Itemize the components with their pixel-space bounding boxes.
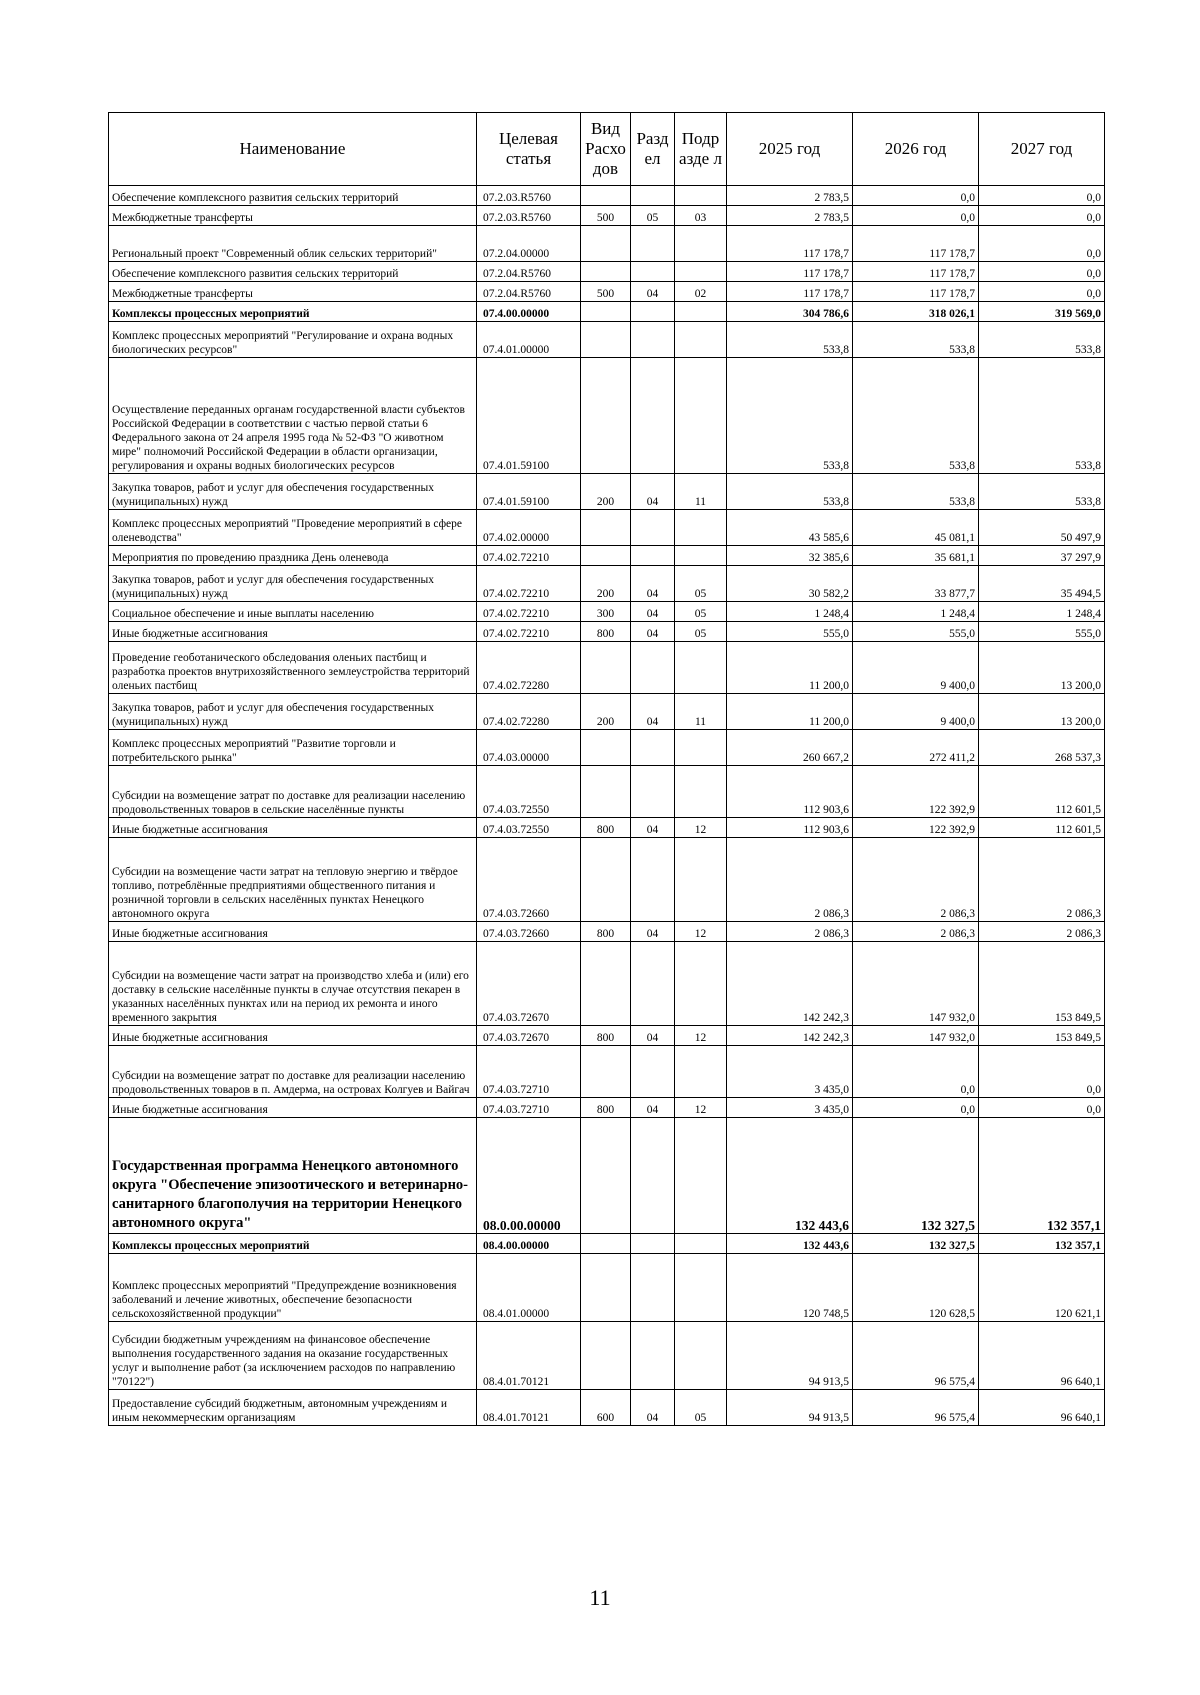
cell-2026: 117 178,7 [853,282,979,302]
cell-2026: 117 178,7 [853,262,979,282]
cell-2026: 120 628,5 [853,1254,979,1322]
cell-podr [675,838,727,922]
cell-vid: 800 [581,818,631,838]
cell-podr: 12 [675,1026,727,1046]
cell-vid: 800 [581,922,631,942]
cell-razd [631,642,675,694]
cell-name: Иные бюджетные ассигнования [109,622,477,642]
cell-target: 07.4.03.72670 [477,1026,581,1046]
table-row [109,838,1105,922]
table-row [109,1254,1105,1322]
cell-name: Субсидии бюджетным учреждениям на финансовое обеспечение выполнения государственного задания на оказание государственных услуг и выполнение работ (за исключением расходов по направлению "70122") [109,1322,477,1390]
cell-2025: 533,8 [727,358,853,474]
cell-razd: 04 [631,694,675,730]
cell-vid [581,510,631,546]
cell-vid: 800 [581,622,631,642]
cell-2027: 132 357,1 [979,1234,1105,1254]
cell-name: Субсидии на возмещение затрат по доставке для реализации населению продовольственных товаров в сельские населённые пункты [109,766,477,818]
header-name: Наименование [109,113,477,186]
cell-vid: 200 [581,474,631,510]
budget-table [108,112,1105,1426]
cell-2027: 50 497,9 [979,510,1105,546]
table-row [109,1234,1105,1254]
cell-vid [581,322,631,358]
cell-vid [581,1118,631,1234]
cell-razd [631,226,675,262]
cell-name: Закупка товаров, работ и услуг для обеспечения государственных (муниципальных) нужд [109,694,477,730]
cell-2027: 533,8 [979,474,1105,510]
cell-name: Субсидии на возмещение части затрат на тепловую энергию и твёрдое топливо, потреблённые предприятиями общественного питания и розничной торговли в сельских населённых пунктах Ненецкого автономного округа [109,838,477,922]
cell-razd [631,262,675,282]
cell-podr [675,510,727,546]
table-row [109,1098,1105,1118]
cell-2026: 96 575,4 [853,1390,979,1426]
table-row [109,622,1105,642]
cell-2025: 30 582,2 [727,566,853,602]
cell-2026: 0,0 [853,1046,979,1098]
table-row [109,262,1105,282]
cell-target: 08.4.01.70121 [477,1322,581,1390]
table-row [109,642,1105,694]
cell-razd: 04 [631,566,675,602]
table-row [109,302,1105,322]
cell-vid: 600 [581,1390,631,1426]
cell-2027: 120 621,1 [979,1254,1105,1322]
cell-name: Региональный проект "Современный облик сельских территорий" [109,226,477,262]
cell-vid [581,1322,631,1390]
cell-podr [675,322,727,358]
cell-name: Субсидии на возмещение затрат по доставке для реализации населению продовольственных товаров в п. Амдерма, на островах Колгуев и Вайгач [109,1046,477,1098]
cell-2026: 122 392,9 [853,818,979,838]
cell-2026: 533,8 [853,474,979,510]
cell-2026: 0,0 [853,1098,979,1118]
cell-target: 07.4.02.00000 [477,510,581,546]
cell-2026: 117 178,7 [853,226,979,262]
cell-razd: 04 [631,1390,675,1426]
table-row [109,1118,1105,1234]
cell-2027: 153 849,5 [979,942,1105,1026]
cell-vid: 800 [581,1098,631,1118]
header-vid: Вид Расхо дов [581,113,631,186]
cell-target: 07.4.03.72550 [477,766,581,818]
cell-podr [675,1254,727,1322]
table-row [109,510,1105,546]
cell-2025: 142 242,3 [727,942,853,1026]
cell-target: 07.4.03.72550 [477,818,581,838]
table-row [109,730,1105,766]
cell-podr [675,226,727,262]
cell-razd: 04 [631,1098,675,1118]
cell-name: Социальное обеспечение и иные выплаты населению [109,602,477,622]
cell-2027: 0,0 [979,186,1105,206]
cell-vid: 500 [581,282,631,302]
cell-2027: 153 849,5 [979,1026,1105,1046]
cell-target: 07.4.03.72670 [477,942,581,1026]
cell-vid [581,358,631,474]
cell-2027: 0,0 [979,206,1105,226]
cell-2027: 2 086,3 [979,922,1105,942]
cell-name: Комплекс процессных мероприятий "Развитие торговли и потребительского рынка" [109,730,477,766]
cell-2027: 319 569,0 [979,302,1105,322]
cell-podr: 03 [675,206,727,226]
cell-target: 07.2.03.R5760 [477,206,581,226]
cell-name: Государственная программа Ненецкого автономного округа "Обеспечение эпизоотического и ветеринарно-санитарного благополучия на территории Ненецкого автономного округа" [109,1118,477,1234]
cell-name: Иные бюджетные ассигнования [109,1098,477,1118]
cell-target: 07.4.02.72210 [477,546,581,566]
cell-razd [631,1254,675,1322]
cell-target: 07.4.03.72710 [477,1098,581,1118]
cell-2026: 147 932,0 [853,942,979,1026]
cell-2026: 45 081,1 [853,510,979,546]
cell-2027: 0,0 [979,226,1105,262]
cell-target: 07.4.02.72280 [477,694,581,730]
header-razd: Разд ел [631,113,675,186]
cell-podr: 05 [675,602,727,622]
cell-vid [581,302,631,322]
cell-vid [581,730,631,766]
table-row [109,694,1105,730]
cell-name: Проведение геоботанического обследования оленьих пастбищ и разработка проектов внутрихозяйственного землеустройства территорий оленьих пастбищ [109,642,477,694]
cell-razd [631,1234,675,1254]
cell-2027: 37 297,9 [979,546,1105,566]
cell-name: Закупка товаров, работ и услуг для обеспечения государственных (муниципальных) нужд [109,566,477,602]
cell-name: Комплекс процессных мероприятий "Проведение мероприятий в сфере оленеводства" [109,510,477,546]
cell-2027: 1 248,4 [979,602,1105,622]
cell-2025: 260 667,2 [727,730,853,766]
cell-razd: 05 [631,206,675,226]
table-row [109,474,1105,510]
cell-target: 07.4.02.72210 [477,602,581,622]
cell-razd [631,546,675,566]
cell-2027: 112 601,5 [979,766,1105,818]
cell-razd: 04 [631,474,675,510]
cell-target: 07.2.04.R5760 [477,262,581,282]
table-header [109,113,1105,186]
table-row [109,322,1105,358]
cell-target: 08.0.00.00000 [477,1118,581,1234]
cell-2027: 132 357,1 [979,1118,1105,1234]
cell-vid [581,262,631,282]
cell-name: Комплекс процессных мероприятий "Предупреждение возникновения заболеваний и лечение животных, обеспечение безопасности сельскохозяйственной продукции" [109,1254,477,1322]
cell-2026: 132 327,5 [853,1118,979,1234]
cell-target: 07.4.00.00000 [477,302,581,322]
cell-2025: 11 200,0 [727,642,853,694]
cell-razd [631,1046,675,1098]
cell-vid [581,1046,631,1098]
cell-podr [675,642,727,694]
cell-target: 07.4.03.00000 [477,730,581,766]
cell-2026: 272 411,2 [853,730,979,766]
cell-vid [581,1234,631,1254]
cell-podr [675,1234,727,1254]
cell-2026: 1 248,4 [853,602,979,622]
cell-vid [581,838,631,922]
cell-razd [631,186,675,206]
cell-podr: 12 [675,818,727,838]
cell-target: 07.4.03.72710 [477,1046,581,1098]
cell-2025: 117 178,7 [727,226,853,262]
cell-2027: 35 494,5 [979,566,1105,602]
cell-2026: 33 877,7 [853,566,979,602]
cell-razd [631,730,675,766]
cell-razd [631,1322,675,1390]
cell-name: Закупка товаров, работ и услуг для обеспечения государственных (муниципальных) нужд [109,474,477,510]
cell-podr: 12 [675,922,727,942]
cell-2027: 0,0 [979,282,1105,302]
cell-razd: 04 [631,818,675,838]
cell-podr: 05 [675,566,727,602]
cell-2027: 533,8 [979,358,1105,474]
cell-podr: 11 [675,474,727,510]
cell-2025: 2 086,3 [727,838,853,922]
cell-razd [631,766,675,818]
cell-razd [631,838,675,922]
cell-2025: 132 443,6 [727,1234,853,1254]
table-row [109,602,1105,622]
cell-name: Предоставление субсидий бюджетным, автономным учреждениям и иным некоммерческим организациям [109,1390,477,1426]
cell-2025: 3 435,0 [727,1098,853,1118]
cell-razd [631,942,675,1026]
cell-target: 07.4.01.59100 [477,474,581,510]
cell-podr [675,942,727,1026]
cell-2025: 533,8 [727,322,853,358]
cell-razd [631,322,675,358]
cell-target: 07.4.02.72210 [477,566,581,602]
cell-2026: 0,0 [853,186,979,206]
page-number: 11 [589,1585,611,1610]
cell-name: Мероприятия по проведению праздника День оленевода [109,546,477,566]
cell-podr [675,730,727,766]
cell-2026: 9 400,0 [853,694,979,730]
cell-2025: 304 786,6 [727,302,853,322]
table-row [109,1046,1105,1098]
cell-2025: 112 903,6 [727,818,853,838]
cell-vid: 300 [581,602,631,622]
cell-name: Обеспечение комплексного развития сельских территорий [109,186,477,206]
cell-2026: 318 026,1 [853,302,979,322]
cell-razd [631,1118,675,1234]
cell-2025: 94 913,5 [727,1322,853,1390]
table-body [109,186,1105,1426]
cell-razd [631,510,675,546]
cell-target: 07.4.02.72210 [477,622,581,642]
cell-name: Межбюджетные трансферты [109,206,477,226]
cell-target: 07.2.04.R5760 [477,282,581,302]
table-row [109,186,1105,206]
cell-razd [631,302,675,322]
cell-2025: 2 086,3 [727,922,853,942]
table-row [109,206,1105,226]
cell-2025: 43 585,6 [727,510,853,546]
cell-2026: 132 327,5 [853,1234,979,1254]
cell-vid [581,642,631,694]
cell-2025: 94 913,5 [727,1390,853,1426]
cell-name: Комплекс процессных мероприятий "Регулирование и охрана водных биологических ресурсов" [109,322,477,358]
header-2026: 2026 год [853,113,979,186]
cell-name: Осуществление переданных органам государственной власти субъектов Российской Федерации в соответствии с частью первой статьи 6 Федерального закона от 24 апреля 1995 года № 52-ФЗ "О животном мире" полномочий Российской Федерации в области организации, регулирования и охраны водных биологических ресурсов [109,358,477,474]
table-row [109,1322,1105,1390]
cell-name: Комплексы процессных мероприятий [109,1234,477,1254]
cell-razd: 04 [631,282,675,302]
cell-2027: 13 200,0 [979,694,1105,730]
cell-name: Иные бюджетные ассигнования [109,1026,477,1046]
cell-2027: 533,8 [979,322,1105,358]
header-2025: 2025 год [727,113,853,186]
cell-2025: 555,0 [727,622,853,642]
cell-vid [581,766,631,818]
cell-2025: 533,8 [727,474,853,510]
cell-razd: 04 [631,622,675,642]
cell-name: Иные бюджетные ассигнования [109,922,477,942]
cell-vid [581,546,631,566]
table-row [109,566,1105,602]
table-row [109,282,1105,302]
cell-name: Обеспечение комплексного развития сельских территорий [109,262,477,282]
cell-2027: 0,0 [979,1098,1105,1118]
cell-podr: 05 [675,622,727,642]
cell-2027: 268 537,3 [979,730,1105,766]
cell-2025: 2 783,5 [727,186,853,206]
cell-2027: 555,0 [979,622,1105,642]
cell-2026: 2 086,3 [853,922,979,942]
cell-target: 08.4.01.00000 [477,1254,581,1322]
cell-target: 07.4.01.00000 [477,322,581,358]
table-row [109,226,1105,262]
table-row [109,818,1105,838]
cell-podr: 05 [675,1390,727,1426]
table-row [109,1026,1105,1046]
cell-podr [675,1118,727,1234]
cell-2027: 96 640,1 [979,1390,1105,1426]
cell-2026: 555,0 [853,622,979,642]
cell-target: 07.4.02.72280 [477,642,581,694]
cell-2027: 0,0 [979,1046,1105,1098]
cell-podr [675,358,727,474]
cell-podr [675,766,727,818]
table-row [109,922,1105,942]
cell-vid: 800 [581,1026,631,1046]
cell-2026: 35 681,1 [853,546,979,566]
cell-razd: 04 [631,602,675,622]
cell-podr: 12 [675,1098,727,1118]
cell-podr [675,262,727,282]
cell-podr: 11 [675,694,727,730]
cell-2026: 2 086,3 [853,838,979,922]
header-podr: Подр азде л [675,113,727,186]
cell-2026: 0,0 [853,206,979,226]
cell-2026: 122 392,9 [853,766,979,818]
cell-2025: 142 242,3 [727,1026,853,1046]
cell-name: Субсидии на возмещение части затрат на производство хлеба и (или) его доставку в сельские населённые пункты в случае отсутствия пекарен в указанных населённых пунктах или на период их ремонта и иного временного закрытия [109,942,477,1026]
cell-2026: 96 575,4 [853,1322,979,1390]
cell-2027: 13 200,0 [979,642,1105,694]
table-row [109,942,1105,1026]
cell-2027: 0,0 [979,262,1105,282]
cell-2025: 117 178,7 [727,282,853,302]
cell-2025: 112 903,6 [727,766,853,818]
cell-2025: 11 200,0 [727,694,853,730]
cell-2026: 533,8 [853,322,979,358]
cell-2026: 147 932,0 [853,1026,979,1046]
cell-podr [675,186,727,206]
cell-2025: 1 248,4 [727,602,853,622]
cell-vid [581,226,631,262]
cell-vid: 500 [581,206,631,226]
cell-2025: 132 443,6 [727,1118,853,1234]
header-row [109,113,1105,186]
cell-target: 07.4.01.59100 [477,358,581,474]
header-2027: 2027 год [979,113,1105,186]
cell-2025: 32 385,6 [727,546,853,566]
cell-vid [581,1254,631,1322]
table-row [109,766,1105,818]
cell-name: Комплексы процессных мероприятий [109,302,477,322]
cell-razd: 04 [631,1026,675,1046]
cell-target: 07.4.03.72660 [477,838,581,922]
cell-2027: 112 601,5 [979,818,1105,838]
header-target: Целевая статья [477,113,581,186]
cell-2027: 2 086,3 [979,838,1105,922]
cell-target: 08.4.00.00000 [477,1234,581,1254]
cell-2026: 9 400,0 [853,642,979,694]
cell-2025: 3 435,0 [727,1046,853,1098]
cell-target: 07.2.03.R5760 [477,186,581,206]
cell-2025: 120 748,5 [727,1254,853,1322]
cell-target: 08.4.01.70121 [477,1390,581,1426]
table-row [109,358,1105,474]
cell-podr [675,1046,727,1098]
cell-razd [631,358,675,474]
table-row [109,1390,1105,1426]
cell-podr [675,546,727,566]
cell-2025: 117 178,7 [727,262,853,282]
cell-vid: 200 [581,566,631,602]
cell-2027: 96 640,1 [979,1322,1105,1390]
cell-target: 07.2.04.00000 [477,226,581,262]
cell-podr [675,1322,727,1390]
cell-podr: 02 [675,282,727,302]
cell-name: Иные бюджетные ассигнования [109,818,477,838]
cell-target: 07.4.03.72660 [477,922,581,942]
cell-2026: 533,8 [853,358,979,474]
cell-podr [675,302,727,322]
cell-name: Межбюджетные трансферты [109,282,477,302]
cell-vid [581,942,631,1026]
cell-vid [581,186,631,206]
cell-vid: 200 [581,694,631,730]
table-row [109,546,1105,566]
cell-2025: 2 783,5 [727,206,853,226]
cell-razd: 04 [631,922,675,942]
